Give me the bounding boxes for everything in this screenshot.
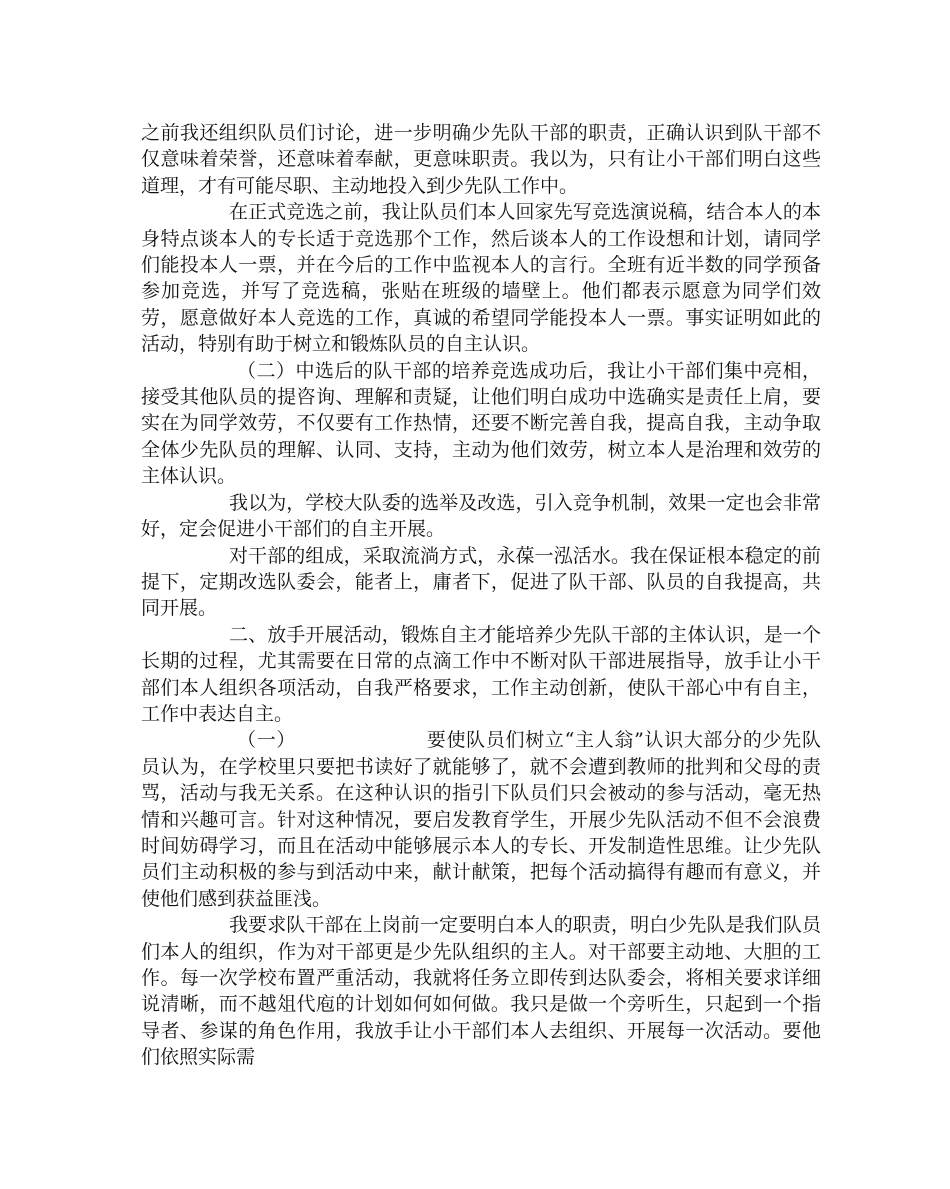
paragraph-8: 我要求队干部在上岗前一定要明白本人的职责，明白少先队是我们队员们本人的组织，作为对干部更是少先队组织的主人。对干部要主动地、大胆的工作。每一次学校布置严重活动，我就将任务立即传到达队委会，将相关要求详细说清晰，而不越俎代庖的计划如何如何做。我只是做一个旁听生，只起到一个指导者、参谋的角色作用，我放手让小干部们本人去组织、开展每一次活动。要他们依照实际需 — [141, 914, 821, 1069]
paragraph-2: 在正式竞选之前，我让队员们本人回家先写竞选演说稿，结合本人的本身特点谈本人的专长适于竞选那个工作，然后谈本人的工作设想和计划，请同学们能投本人一票，并在今后的工作中监视本人的言行。全班有近半数的同学预备参加竞选，并写了竞选稿，张贴在班级的墙壁上。他们都表示愿意为同学们效劳，愿意做好本人竞选的工作，真诚的希望同学能投本人一票。事实证明如此的活动，特别有助于树立和锻炼队员的自主认识。 — [141, 201, 821, 356]
paragraph-3: （二）中选后的队干部的培养竞选成功后，我让小干部们集中亮相，接受其他队员的提咨询、理解和责疑，让他们明白成功中选确实是责任上肩，要实在为同学效劳，不仅要有工作热情，还要不断完善自我，提高自我，主动争取全体少先队员的理解、认同、支持，主动为他们效劳，树立本人是治理和效劳的主体认识。 — [141, 359, 821, 488]
paragraph-7-text: 要使队员们树立“主人翁”认识大部分的少先队员认为，在学校里只要把书读好了就能够了，就不会遭到教师的批判和父母的责骂，活动与我无关系。在这种认识的指引下队员们只会被动的参与活动，毫无热情和兴趣可言。针对这种情况，要启发教育学生，开展少先队活动不但不会浪费时间妨碍学习，而且在活动中能够展示本人的专长、开发制造性思维。让少先队员们主动积极的参与到活动中来，献计献策，把每个活动搞得有趣而有意义，并使他们感到获益匪浅。 — [141, 729, 821, 910]
paragraph-6: 二、放手开展活动，锻炼自主才能培养少先队干部的主体认识，是一个长期的过程，尤其需要在日常的点滴工作中不断对队干部进展指导，放手让小干部们本人组织各项活动，自我严格要求，工作主动创新，使队干部心中有自主，工作中表达自主。 — [141, 623, 821, 725]
paragraph-7 — [141, 727, 821, 912]
paragraph-4: 我以为，学校大队委的选举及改选，引入竞争机制，效果一定也会非常好，定会促进小干部们的自主开展。 — [141, 491, 821, 541]
paragraph-1: 之前我还组织队员们讨论，进一步明确少先队干部的职责，正确认识到队干部不仅意味着荣誉，还意味着奉献，更意味职责。我以为，只有让小干部们明白这些道理，才有可能尽职、主动地投入到少先队工作中。 — [141, 122, 821, 197]
paragraph-5: 对干部的组成，采取流淌方式，永葆一泓活水。我在保证根本稳定的前提下，定期改选队委会，能者上，庸者下，促进了队干部、队员的自我提高，共同开展。 — [141, 544, 821, 620]
document-body — [141, 120, 821, 1071]
section-one-label: （一） — [237, 729, 297, 752]
